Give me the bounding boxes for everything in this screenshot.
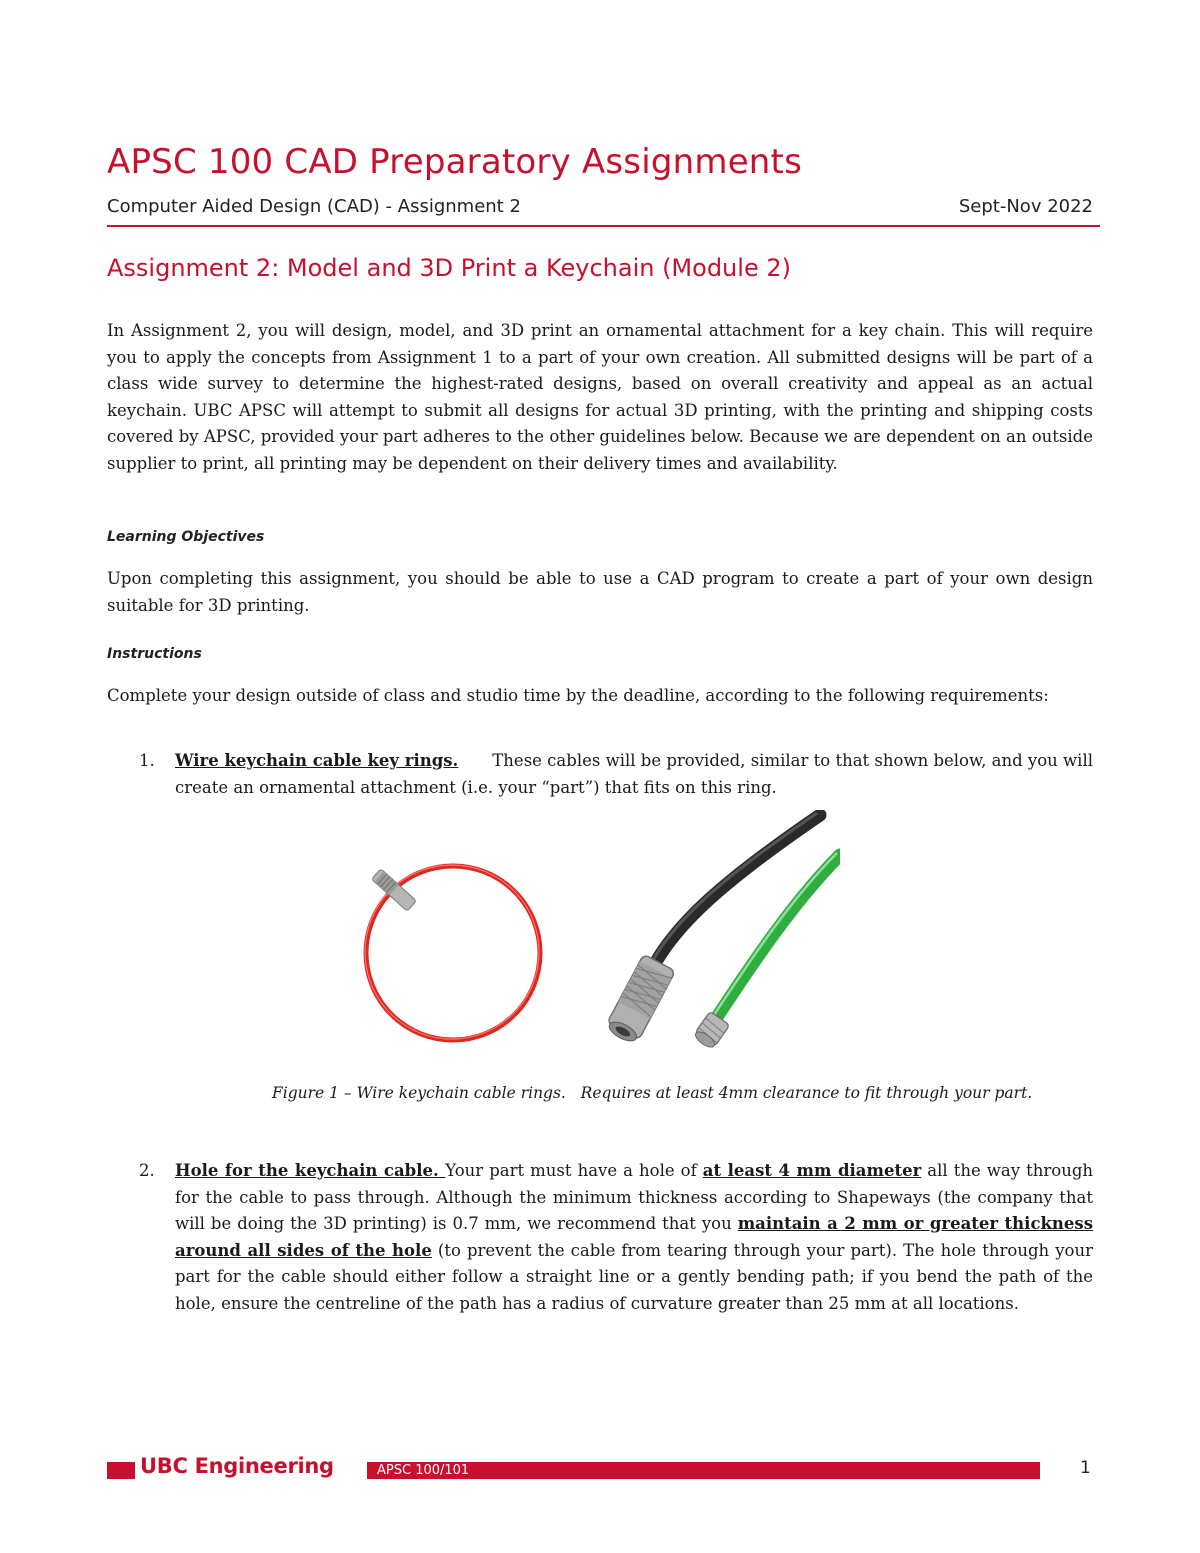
learning-objectives-heading: Learning Objectives xyxy=(107,529,265,545)
list-text xyxy=(175,1158,1093,1317)
document-title: APSC 100 CAD Preparatory Assignments xyxy=(107,142,803,182)
term-label: Sept-Nov 2022 xyxy=(958,196,1093,217)
list-item-title: Hole for the keychain cable. xyxy=(175,1161,446,1180)
thickness-requirement: maintain a 2 mm or greater thickness around all sides of the hole xyxy=(175,1214,1093,1260)
footer-left-bar xyxy=(107,1462,135,1479)
figure-caption: Figure 1 – Wire keychain cable rings. Requires at least 4mm clearance to fit through your part. xyxy=(272,1084,1033,1102)
list-item xyxy=(107,1158,1093,1317)
header-divider xyxy=(107,225,1100,227)
list-item-body: These cables will be provided, similar to that shown below, and you will create an ornamental attachment (i.e. your “part”) that fits on this ring. xyxy=(175,751,1093,797)
list-number: 2. xyxy=(139,1161,155,1180)
footer-course-bar xyxy=(367,1462,1040,1479)
instructions-text: Complete your design outside of class and studio time by the deadline, according to the following requirements: xyxy=(107,686,1049,705)
page-number: 1 xyxy=(1080,1458,1091,1478)
list-number: 1. xyxy=(139,751,155,770)
instructions-heading: Instructions xyxy=(107,646,202,662)
ubc-engineering-logo: UBC Engineering xyxy=(140,1454,334,1478)
footer-course-label: APSC 100/101 xyxy=(377,1463,470,1478)
list-item xyxy=(107,748,1093,801)
list-item-body-continued: all the way through for the cable to pass through. Although the minimum thickness according to Shapeways (the company that will be doing the 3D printing) is 0.7 mm, we recommend that you xyxy=(175,1161,1094,1233)
section-title: Assignment 2: Model and 3D Print a Keychain (Module 2) xyxy=(107,254,791,282)
document-subheader xyxy=(107,196,1093,217)
assignment-label: Computer Aided Design (CAD) - Assignment 2 xyxy=(107,196,521,217)
list-item-body-end: (to prevent the cable from tearing through your part). The hole through your part for the cable should either follow a straight line or a gently bending path; if you bend the path of the hole, ensure the centreline of the path has a radius of curvature greater than 25 mm at all locations. xyxy=(175,1240,1093,1313)
list-item-body: Your part must have a hole of xyxy=(445,1161,703,1180)
list-text xyxy=(175,748,1093,801)
hole-diameter-requirement: at least 4 mm diameter xyxy=(702,1161,922,1180)
cable-ends-photo xyxy=(575,810,840,1070)
red-ring-photo xyxy=(352,840,554,1050)
intro-paragraph: In Assignment 2, you will design, model, and 3D print an ornamental attachment for a key chain. This will require you to apply the concepts from Assignment 1 to a part of your own creation. All submitted designs will be part of a class wide survey to determine the highest-rated designs, based on overall creativity and appeal as an actual keychain. UBC APSC will attempt to submit all designs for actual 3D printing, with the printing and shipping costs covered by APSC, provided your part adheres to the other guidelines below. Because we are dependent on an outside supplier to print, all printing may be dependent on their delivery times and availability. xyxy=(107,321,1093,473)
learning-objectives-text: Upon completing this assignment, you should be able to use a CAD program to create a part of your own design suitable for 3D printing. xyxy=(107,569,1093,615)
list-item-title: Wire keychain cable key rings. xyxy=(175,751,459,770)
